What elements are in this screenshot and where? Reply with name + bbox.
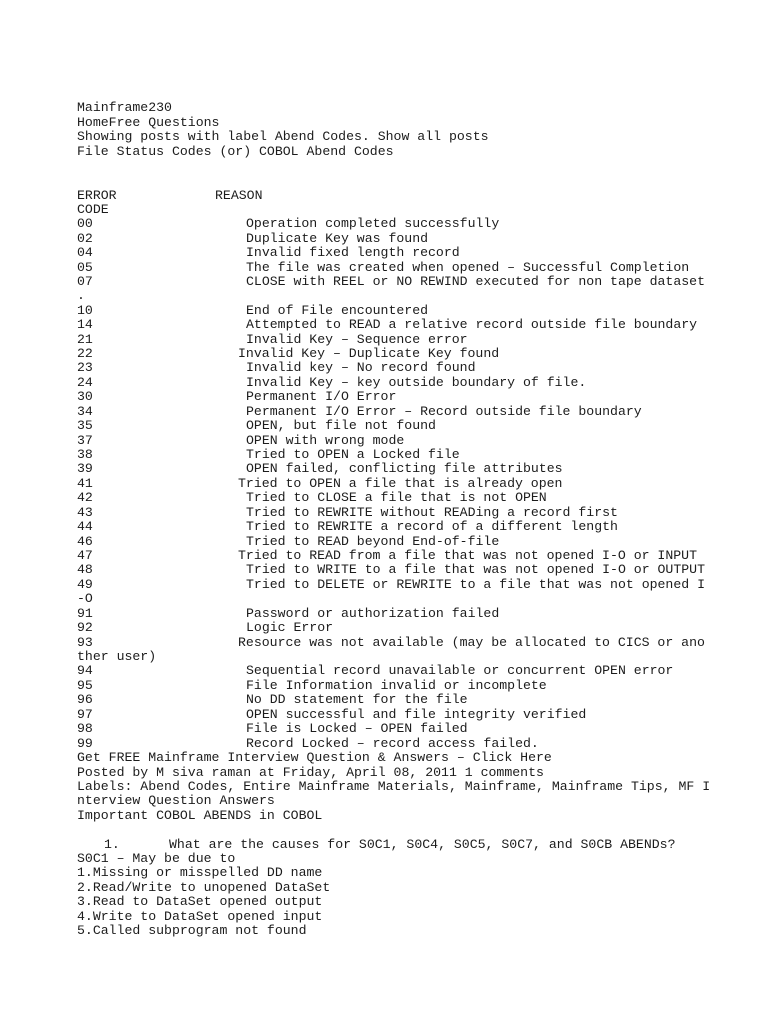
- question-text: What are the causes for S0C1, S0C4, S0C5, S0C7, and S0CB ABENDs?: [169, 837, 676, 852]
- code-cell: 22: [77, 346, 93, 361]
- code-cell: 49: [77, 577, 93, 592]
- question-number: 1.: [104, 837, 120, 852]
- reason-cell: The file was created when opened – Successful Completion: [246, 260, 690, 275]
- code-cell: 23: [77, 360, 93, 375]
- reason-cell: No DD statement for the file: [246, 692, 468, 707]
- code-cell: 99: [77, 736, 93, 751]
- reason-cell: Password or authorization failed: [246, 606, 500, 621]
- reason-cell: Invalid Key – Duplicate Key found: [238, 346, 500, 361]
- code-cell: 47: [77, 548, 93, 563]
- code-cell: 02: [77, 231, 93, 246]
- reason-cell: Record Locked – record access failed.: [246, 736, 539, 751]
- code-cell: 24: [77, 375, 93, 390]
- post-title[interactable]: File Status Codes (or) COBOL Abend Codes: [77, 144, 394, 159]
- reason-wrap: -O: [77, 591, 93, 606]
- labels-list[interactable]: Labels: Abend Codes, Entire Mainframe Materials, Mainframe, Mainframe Tips, MF I: [77, 779, 711, 794]
- next-post-title[interactable]: Important COBOL ABENDS in COBOL: [77, 808, 323, 823]
- reason-cell: Tried to READ from a file that was not opened I-O or INPUT: [238, 548, 697, 563]
- code-cell: 93: [77, 635, 93, 650]
- reason-cell: Invalid Key – Sequence error: [246, 332, 468, 347]
- code-cell: 97: [77, 707, 93, 722]
- reason-cell: Tried to CLOSE a file that is not OPEN: [246, 490, 547, 505]
- reason-cell: Tried to REWRITE without READing a record first: [246, 505, 618, 520]
- reason-cell: End of File encountered: [246, 303, 429, 318]
- code-cell: 07: [77, 274, 93, 289]
- reason-cell: OPEN with wrong mode: [246, 433, 405, 448]
- code-cell: 96: [77, 692, 93, 707]
- code-cell: 21: [77, 332, 93, 347]
- cause-intro: S0C1 – May be due to: [77, 851, 236, 866]
- reason-cell: Permanent I/O Error: [246, 389, 397, 404]
- reason-cell: File Information invalid or incomplete: [246, 678, 547, 693]
- code-cell: 46: [77, 534, 93, 549]
- reason-cell: OPEN failed, conflicting file attributes: [246, 461, 563, 476]
- reason-cell: CLOSE with REEL or NO REWIND executed for non tape dataset: [246, 274, 705, 289]
- code-cell: 44: [77, 519, 93, 534]
- code-cell: 34: [77, 404, 93, 419]
- label-notice[interactable]: Showing posts with label Abend Codes. Show all posts: [77, 129, 489, 144]
- code-cell: 39: [77, 461, 93, 476]
- reason-cell: Permanent I/O Error – Record outside file boundary: [246, 404, 642, 419]
- reason-cell: Invalid key – No record found: [246, 360, 476, 375]
- reason-cell: Operation completed successfully: [246, 216, 500, 231]
- code-cell: 43: [77, 505, 93, 520]
- reason-cell: Invalid Key – key outside boundary of file.: [246, 375, 587, 390]
- code-cell: 05: [77, 260, 93, 275]
- code-cell: 48: [77, 562, 93, 577]
- reason-cell: Tried to WRITE to a file that was not opened I-O or OUTPUT: [246, 562, 705, 577]
- reason-cell: Sequential record unavailable or concurrent OPEN error: [246, 663, 674, 678]
- reason-wrap: ther user): [77, 649, 157, 664]
- labels-list-wrap[interactable]: nterview Question Answers: [77, 793, 275, 808]
- col-header-code: CODE: [77, 202, 109, 217]
- site-title[interactable]: Mainframe230: [77, 100, 172, 115]
- cause-item: 1.Missing or misspelled DD name: [77, 865, 323, 880]
- cause-item: 2.Read/Write to unopened DataSet: [77, 880, 331, 895]
- reason-cell: Logic Error: [246, 620, 334, 635]
- col-header-reason: REASON: [215, 188, 263, 203]
- reason-cell: OPEN, but file not found: [246, 418, 436, 433]
- code-cell: 04: [77, 245, 93, 260]
- reason-cell: File is Locked – OPEN failed: [246, 721, 468, 736]
- col-header-error: ERROR: [77, 188, 117, 203]
- reason-cell: Attempted to READ a relative record outside file boundary: [246, 317, 698, 332]
- code-cell: 14: [77, 317, 93, 332]
- cause-item: 4.Write to DataSet opened input: [77, 909, 323, 924]
- reason-cell: Invalid fixed length record: [246, 245, 460, 260]
- reason-cell: Tried to READ beyond End-of-file: [246, 534, 500, 549]
- reason-cell: Resource was not available (may be allocated to CICS or ano: [238, 635, 705, 650]
- code-cell: 41: [77, 476, 93, 491]
- code-cell: 35: [77, 418, 93, 433]
- code-cell: 00: [77, 216, 93, 231]
- code-cell: 30: [77, 389, 93, 404]
- code-cell: 94: [77, 663, 93, 678]
- code-cell: 38: [77, 447, 93, 462]
- reason-cell: Tried to OPEN a Locked file: [246, 447, 460, 462]
- code-cell: 91: [77, 606, 93, 621]
- reason-cell: Duplicate Key was found: [246, 231, 429, 246]
- reason-cell: Tried to DELETE or REWRITE to a file that was not opened I: [246, 577, 705, 592]
- promo-link[interactable]: Get FREE Mainframe Interview Question & Answers – Click Here: [77, 750, 552, 765]
- reason-cell: Tried to OPEN a file that is already open: [238, 476, 563, 491]
- code-cell: 37: [77, 433, 93, 448]
- cause-item: 3.Read to DataSet opened output: [77, 894, 323, 909]
- posted-by[interactable]: Posted by M siva raman at Friday, April 08, 2011 1 comments: [77, 765, 544, 780]
- code-cell: 95: [77, 678, 93, 693]
- reason-wrap: .: [77, 288, 85, 303]
- nav-links[interactable]: HomeFree Questions: [77, 115, 220, 130]
- cause-item: 5.Called subprogram not found: [77, 923, 307, 938]
- reason-cell: OPEN successful and file integrity verified: [246, 707, 587, 722]
- reason-cell: Tried to REWRITE a record of a different length: [246, 519, 618, 534]
- code-cell: 42: [77, 490, 93, 505]
- code-cell: 10: [77, 303, 93, 318]
- code-cell: 98: [77, 721, 93, 736]
- code-cell: 92: [77, 620, 93, 635]
